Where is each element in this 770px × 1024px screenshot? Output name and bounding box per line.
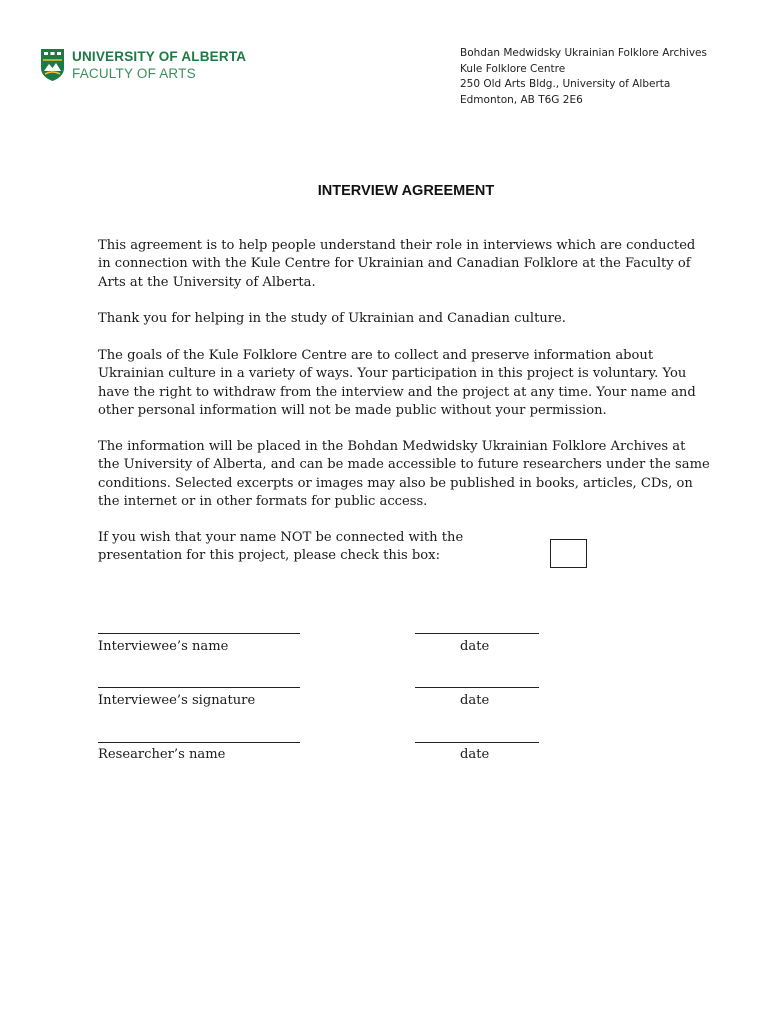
- interviewee-signature-date-line[interactable]: [415, 687, 539, 688]
- interviewee-name-label: Interviewee’s name: [98, 639, 229, 654]
- thanks-paragraph: Thank you for helping in the study of Ukrainian and Canadian culture.: [98, 311, 566, 326]
- interviewee-signature-label: Interviewee’s signature: [98, 693, 256, 708]
- university-logo: [40, 48, 246, 82]
- interviewee-signature-line[interactable]: [98, 687, 300, 688]
- university-name: UNIVERSITY OF ALBERTA: [72, 49, 247, 64]
- address-line-3: 250 Old Arts Bldg., University of Alberta: [460, 78, 671, 91]
- address-line-1: Bohdan Medwidsky Ukrainian Folklore Archives: [460, 47, 707, 59]
- page-title: INTERVIEW AGREEMENT: [317, 183, 495, 199]
- university-shield-icon: [40, 48, 65, 82]
- goals-paragraph: The goals of the Kule Folklore Centre are to collect and preserve information about Ukrainian culture in a variety of ways. Your participation in this project is voluntary. You have the right to withdraw from the interview and the project at any time. Your name and other personal information will not be made public without your permission.: [98, 348, 696, 419]
- researcher-name-date-line[interactable]: [415, 742, 539, 743]
- researcher-name-line[interactable]: [98, 742, 300, 743]
- date-label: date: [460, 639, 490, 654]
- archive-paragraph: The information will be placed in the Bohdan Medwidsky Ukrainian Folklore Archives at the University of Alberta, and can be made accessible to future researchers under the same conditions. Selected excerpts or images may also be published in books, articles, CDs, on the internet or in other formats for public access.: [98, 439, 710, 510]
- intro-paragraph: This agreement is to help people understand their role in interviews which are conducted in connection with the Kule Centre for Ukrainian and Canadian Folklore at the Faculty of Arts at the University of Alberta.: [98, 238, 696, 290]
- address-line-4: Edmonton, AB T6G 2E6: [460, 93, 583, 106]
- researcher-name-label: Researcher’s name: [98, 747, 226, 762]
- interviewee-name-line[interactable]: [98, 633, 300, 634]
- anonymity-checkbox[interactable]: [550, 539, 587, 568]
- faculty-name: FACULTY OF ARTS: [72, 65, 196, 81]
- date-label: date: [460, 693, 490, 708]
- interviewee-name-date-line[interactable]: [415, 633, 539, 634]
- address-line-2: Kule Folklore Centre: [460, 62, 566, 75]
- address-block: [460, 46, 707, 108]
- anonymity-paragraph: If you wish that your name NOT be connected with the presentation for this project, please check this box:: [98, 530, 464, 564]
- date-label: date: [460, 747, 490, 762]
